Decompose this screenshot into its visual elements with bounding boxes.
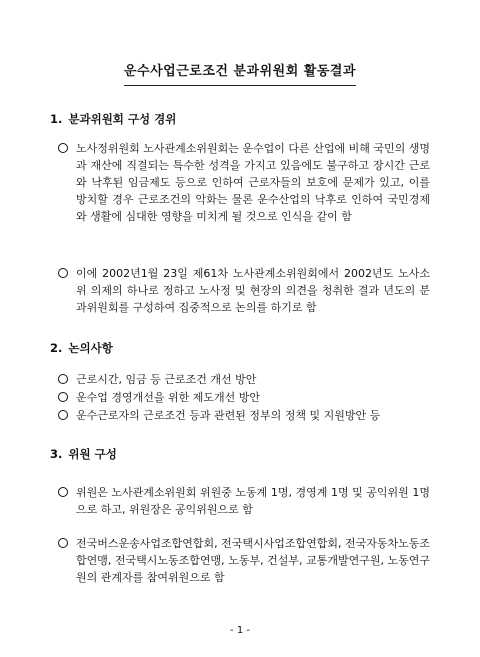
list-item xyxy=(58,484,430,518)
circle-bullet-icon xyxy=(58,143,68,153)
section-heading-3 xyxy=(50,446,117,462)
list-item xyxy=(58,265,430,316)
section-title-1: 분과위원회 구성 경위 xyxy=(68,112,177,126)
section-number-3: 3. xyxy=(50,447,63,461)
document-title: 운수사업근로조건 분과위원회 활동결과 xyxy=(123,64,357,79)
page-number: - 1 - xyxy=(230,625,250,636)
section-heading-2 xyxy=(50,340,113,356)
section-title-3: 위원 구성 xyxy=(68,447,117,461)
item-text: 위원은 노사관계소위원회 위원중 노동계 1명, 경영계 1명 및 공익위원 1명으로 하고, 위원장은 공익위원으로 함 xyxy=(76,486,430,516)
item-text: 운수업 경영개선을 위한 제도개선 방안 xyxy=(76,391,261,404)
circle-bullet-icon xyxy=(58,487,68,497)
list-item xyxy=(58,140,430,225)
item-text: 노사정위원회 노사관계소위원회는 운수업이 다른 산업에 비해 국민의 생명과 재산에 직결되는 특수한 성격을 가지고 있음에도 불구하고 장시간 근로와 낙후된 임금제도 등으로 인하여 근로자들의 보호에 문제가 있고, 이를 방치할 경우 근로조건의 악화는 물론 운수산업의 낙후로 인하여 국민경제와 생활에 심대한 영향을 미치게 될 것으로 인식을 같이 함 xyxy=(76,142,430,223)
list-item xyxy=(58,371,430,388)
section-title-2: 논의사항 xyxy=(68,341,113,355)
section-number-2: 2. xyxy=(50,341,63,355)
section-number-1: 1. xyxy=(50,112,63,126)
circle-bullet-icon xyxy=(58,374,68,384)
circle-bullet-icon xyxy=(58,410,68,420)
item-text: 근로시간, 임금 등 근로조건 개선 방안 xyxy=(76,373,257,386)
item-text: 전국버스운송사업조합연합회, 전국택시사업조합연합회, 전국자동차노동조합연맹, 전국택시노동조합연맹, 노동부, 건설부, 교통개발연구원, 노동연구원의 관계자를 참여위원으로 함 xyxy=(76,537,431,584)
circle-bullet-icon xyxy=(58,538,68,548)
section-heading-1 xyxy=(50,111,176,127)
list-item xyxy=(58,535,430,586)
circle-bullet-icon xyxy=(58,392,68,402)
circle-bullet-icon xyxy=(58,268,68,278)
item-text: 운수근로자의 근로조건 등과 관련된 정부의 정책 및 지원방안 등 xyxy=(76,409,381,422)
list-item xyxy=(58,407,430,424)
title-underline xyxy=(124,85,356,86)
list-item xyxy=(58,389,430,406)
item-text: 이에 2002년1월 23일 제61차 노사관계소위원회에서 2002년도 노사소위 의제의 하나로 정하고 노사정 및 현장의 의견을 청취한 결과 년도의 분과위원회를 구성하여 집중적으로 논의를 하기로 함 xyxy=(76,267,430,314)
